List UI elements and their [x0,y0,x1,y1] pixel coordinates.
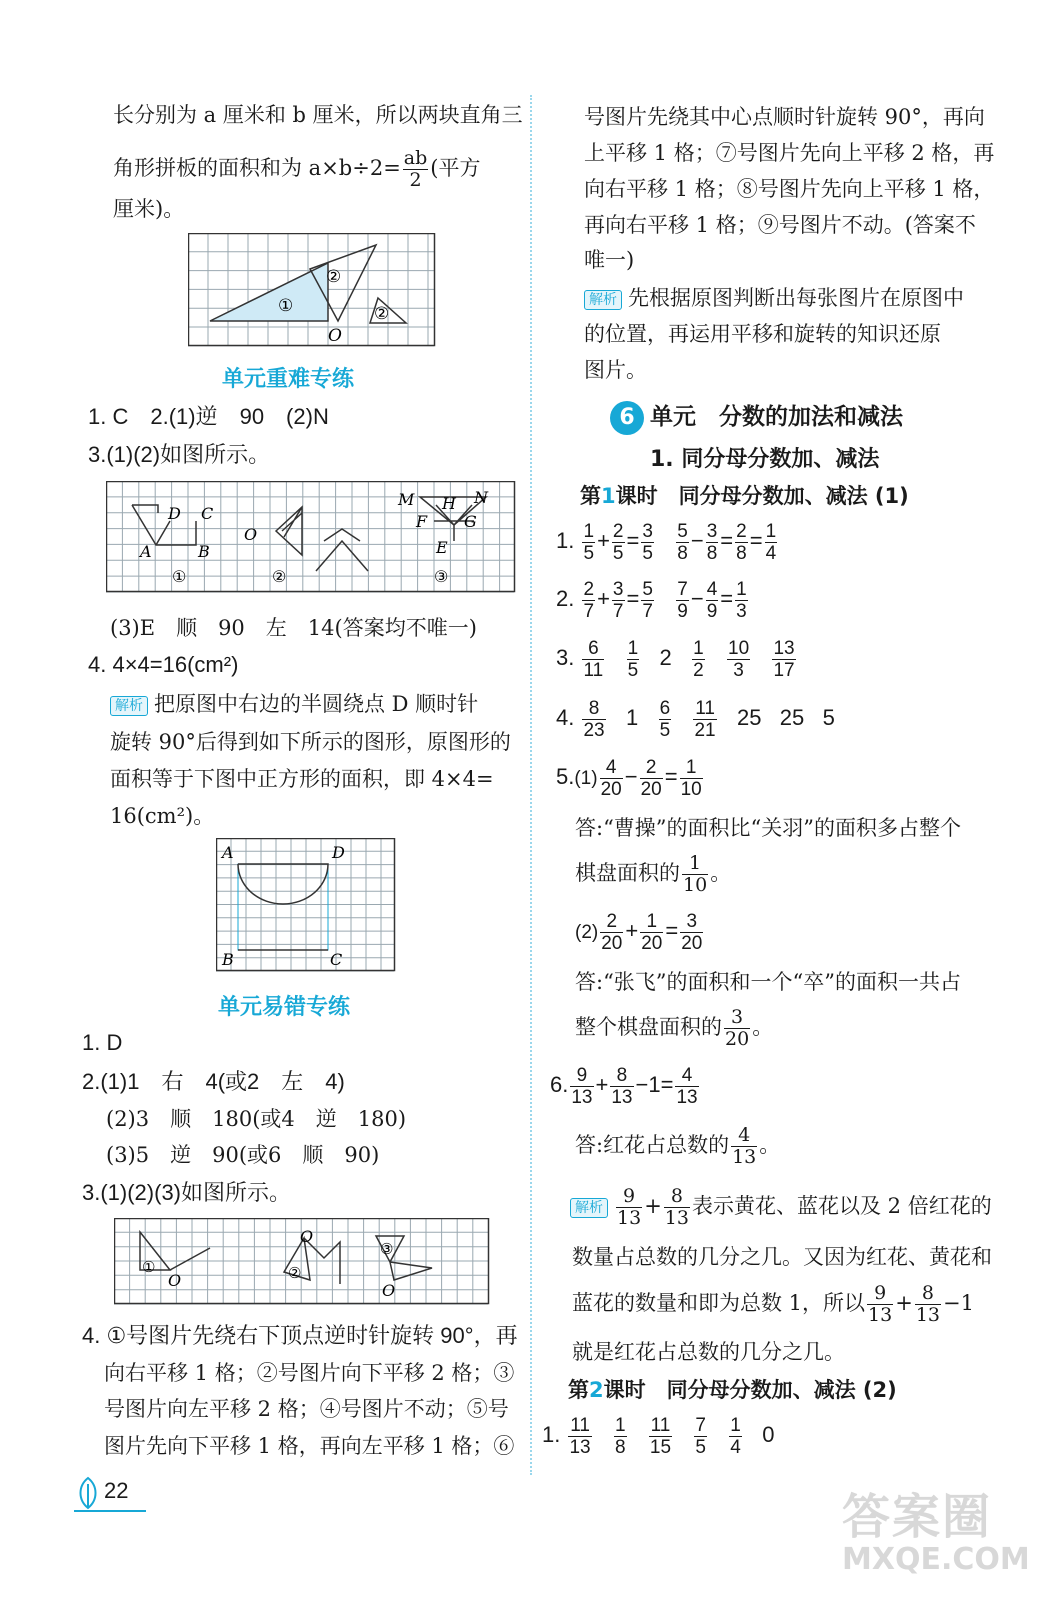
l1-q6-analysis-4: 就是红花占总数的几分之几。 [572,1340,845,1364]
fig4-label-o2: O [300,1227,314,1246]
r-cont-5: 唯一) [584,248,635,272]
l1-q6-analysis-3: 蓝花的数量和即为总数 1，所以 $\frac{9}{13}$ + $\frac{8}{13}$ −1 [572,1282,975,1326]
analysis-badge: 解析 [110,696,148,716]
fig1-label-2: ② [326,267,342,287]
section-title-error-prone: 单元易错专练 [218,995,351,1020]
fig2-label-o: O [244,525,258,544]
r-analysis-1: 解析 先根据原图判断出每张图片在原图中 [584,284,964,312]
s1-q3: 3.(1)(2)如图所示。 [88,442,271,467]
lesson2-heading: 第2课时 同分母分数加、减法 (2) [568,1378,897,1402]
s2-q2-2: (2)3 顺 180(或4 逆 180) [106,1107,407,1131]
l1-q5-part2: (2) $\frac{2}{20}$ + $\frac{1}{20}$ = $\frac{3}{20}$ [575,910,703,954]
figure-rotations-1 [106,481,516,594]
fig4-label-o1: O [168,1271,182,1290]
r-cont-1: 号图片先绕其中心点顺时针旋转 90°，再向 [584,105,985,129]
s2-q4-2: 向右平移 1 格；②号图片向下平移 2 格；③ [104,1361,515,1385]
watermark-url: MXQE.COM [842,1542,1030,1577]
r-analysis-2: 的位置，再运用平移和旋转的知识还原 [584,322,941,346]
fig4-label-1: ① [142,1258,156,1276]
fig2-label-3: ③ [434,567,449,586]
l1-q6: 6. $\frac{9}{13}$ + $\frac{8}{13}$ −1= $\frac{4}{13}$ [550,1064,698,1108]
fig2-label-n: N [474,488,488,507]
figure-rotations-2 [114,1218,490,1306]
section-title-difficult: 单元重难专练 [222,367,355,392]
l1-q5-ans2a: 答:“张飞”的面积和一个“卒”的面积一共占 [575,970,962,994]
page-number-underline [74,1510,146,1512]
fig2-label-2: ② [272,567,287,586]
fig4-label-2: ② [288,1264,302,1282]
r-cont-2: 上平移 1 格；⑦号图片先向上平移 2 格，再 [584,141,995,165]
s1-analysis-2: 旋转 90°后得到如下所示的图形，原图形的 [110,730,511,754]
r-cont-4: 再向右平移 1 格；⑨号图片不动。(答案不 [584,213,976,237]
s1-q4: 4. 4×4=16(cm²) [88,652,239,677]
p1-line3: 厘米)。 [113,197,185,221]
l2-q1: 1. $\frac{11}{13}$ $\frac{1}{8}$ $\frac{11}{15}$ $\frac{7}{5}$ $\frac{1}{4}$ 0 [542,1414,775,1458]
fig2-label-e: E [436,538,448,557]
s2-q1: 1. D [82,1030,123,1055]
s1-analysis-3: 面积等于下图中正方形的面积，即 4×4= [110,767,494,791]
fig3-label-d: D [332,843,345,862]
leaf-icon [74,1476,102,1510]
figure-square [216,838,396,973]
figure-triangles [188,233,436,348]
s2-q4-3: 号图片向左平移 2 格；④号图片不动；⑤号 [104,1397,509,1421]
fig2-label-f: F [416,512,428,531]
column-divider [530,95,532,1475]
s2-q4-4: 图片先向下平移 1 格，再向左平移 1 格；⑥ [104,1434,515,1458]
l1-q5: 5.(1) $\frac{4}{20}$ − $\frac{2}{20}$ = $\frac{1}{10}$ [556,756,702,800]
s2-q2-3: (3)5 逆 90(或6 顺 90) [106,1143,380,1167]
sub-heading: 1. 同分母分数加、减法 [650,447,880,472]
l1-q1: 1. $\frac{1}{5}$ + $\frac{2}{5}$ = $\frac{3}{5}$ $\frac{5}{8}$ − $\frac{3}{8}$ = $\frac{2}{8}$ = $\frac{1}{4}$ [556,520,777,564]
fig2-label-d: D [168,504,181,523]
analysis-badge: 解析 [570,1198,608,1218]
page-number: 22 [104,1478,129,1503]
l1-q5-ans2b: 整个棋盘面积的 $\frac{3}{20}$ 。 [575,1006,774,1050]
fig2-label-g: G [464,512,477,531]
s2-q3: 3.(1)(2)(3)如图所示。 [82,1180,292,1205]
fig4-label-o3: O [382,1281,396,1300]
s1-q1: 1. C 2.(1)逆 90 (2)N [88,404,329,429]
l1-q2: 2. $\frac{2}{7}$ + $\frac{3}{7}$ = $\frac{5}{7}$ $\frac{7}{9}$ − $\frac{4}{9}$ = $\frac{1}{3}$ [556,578,747,622]
l1-q4: 4. $\frac{8}{23}$ 1 $\frac{6}{5}$ $\frac{11}{21}$ 25 25 5 [556,697,835,741]
p1-line1: 长分别为 a 厘米和 b 厘米，所以两块直角三 [113,103,523,127]
fig1-label-1: ① [278,296,294,316]
l1-q3: 3. $\frac{6}{11}$ $\frac{1}{5}$ 2 $\frac{1}{2}$ $\frac{10}{3}$ $\frac{13}{17}$ [556,637,795,681]
fig2-label-c: C [201,504,214,523]
fig2-label-b: B [198,542,210,561]
r-analysis-3: 图片。 [584,358,647,382]
s2-q4-1: 4. ①号图片先绕右下顶点逆时针旋转 90°，再 [82,1323,518,1348]
analysis-badge: 解析 [584,290,622,310]
fig3-label-b: B [222,950,234,969]
s1-analysis-1: 解析 把原图中右边的半圆绕点 D 顺时针 [110,690,478,718]
fig1-label-o: O [328,326,342,346]
fig3-label-a: A [222,843,234,862]
fig4-label-3: ③ [380,1240,394,1258]
l1-q6-analysis-1: 解析 $\frac{9}{13}$ + $\frac{8}{13}$ 表示黄花、蓝花以及 2 倍红花的 [570,1185,992,1229]
l1-q6-analysis-2: 数量占总数的几分之几。又因为红花、黄花和 [572,1245,992,1269]
unit-heading: 6 单元 分数的加法和减法 [610,398,903,435]
fig3-label-c: C [330,950,343,969]
lesson1-heading: 第1课时 同分母分数加、减法 (1) [580,484,909,508]
s1-q3-3: (3)E 顺 90 左 14(答案均不唯一) [110,616,477,640]
fraction: $\frac{ab}{2}$ [403,147,428,191]
fig2-label-a: A [140,542,152,561]
watermark-logo: 答案圈 [842,1489,993,1545]
fig2-label-m: M [398,490,415,509]
p1-line2: 角形拼板的面积和为 a×b÷2= $\frac{ab}{2}$ (平方 [113,147,481,191]
unit-number-badge: 6 [610,401,644,435]
r-cont-3: 向右平移 1 格；⑧号图片先向上平移 1 格， [584,177,995,201]
l1-q5-ans1a: 答:“曹操”的面积比“关羽”的面积多占整个 [575,816,962,840]
l1-q5-ans1b: 棋盘面积的 $\frac{1}{10}$ 。 [575,852,732,896]
fig2-label-1: ① [172,567,187,586]
s2-q2-1: 2.(1)1 右 4(或2 左 4) [82,1069,345,1094]
s1-analysis-4: 16(cm²)。 [110,804,215,828]
l1-q6-ans: 答:红花占总数的 $\frac{4}{13}$ 。 [575,1124,781,1168]
fig1-label-2b: ② [374,304,390,324]
fig2-label-h: H [442,494,456,513]
